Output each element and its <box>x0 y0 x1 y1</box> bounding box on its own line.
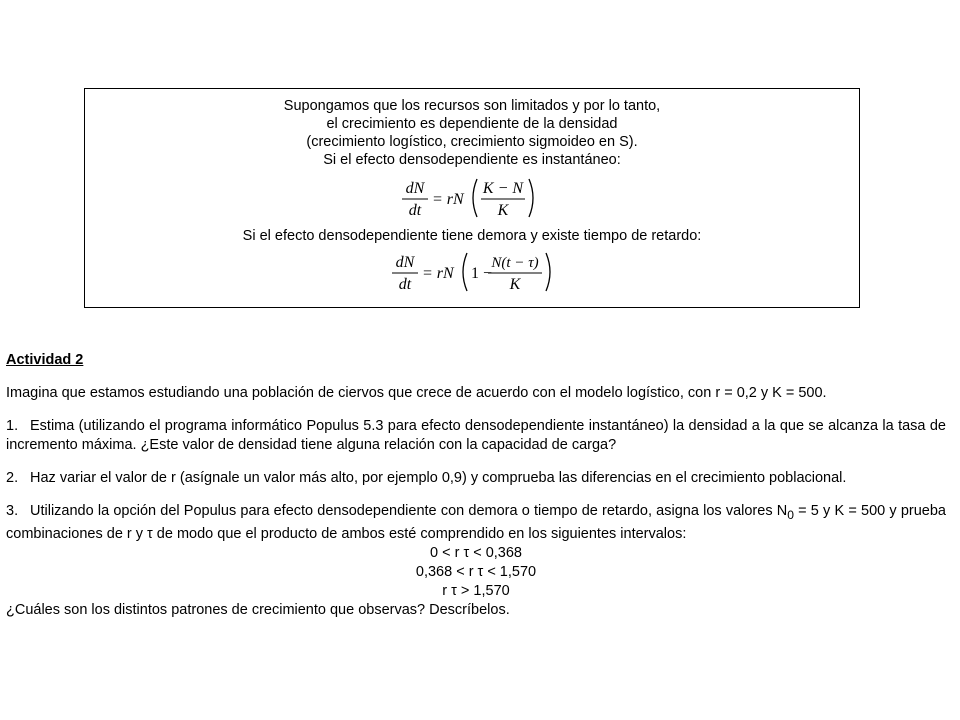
box-line-4: Si el efecto densodependiente es instantáneo: <box>323 152 621 168</box>
formula1-right-paren <box>529 179 533 217</box>
formula-delayed <box>387 249 557 295</box>
box-line-3: (crecimiento logístico, crecimiento sigmoideo en S). <box>306 134 638 150</box>
box-intro <box>85 97 859 169</box>
item-3-text-a: Utilizando la opción del Populus para efecto densodependiente con demora o tiempo de retardo, asigna los valores N <box>30 503 788 519</box>
item-1-number: 1. <box>6 418 19 434</box>
formula2-one-minus: 1 − <box>471 265 493 282</box>
activity-heading: Actividad 2 <box>6 352 84 368</box>
formula1-numerator: K − N <box>482 180 524 197</box>
formula-instantaneous <box>397 175 547 221</box>
item-3-number: 3. <box>6 503 19 519</box>
interval-3: r τ > 1,570 <box>442 582 510 599</box>
formula1-denominator: K <box>497 202 509 219</box>
formula2-left-paren <box>463 253 467 291</box>
formula1-dN: dN <box>405 180 425 197</box>
formula1-rN: = rN <box>432 191 464 208</box>
box-line-1: Supongamos que los recursos son limitados y por lo tanto, <box>283 98 661 114</box>
item-2-text: Haz variar el valor de r (asígnale un valor más alto, por ejemplo 0,9) y comprueba las diferencias en el crecimiento poblacional. <box>30 470 847 486</box>
activity-section <box>6 351 946 620</box>
formula2-dN: dN <box>395 254 415 271</box>
formula2-rN: = rN <box>422 265 454 282</box>
item-3-subscript: 0 <box>787 507 794 522</box>
formula2-denominator: K <box>509 276 521 293</box>
info-box <box>84 88 860 308</box>
activity-question: ¿Cuáles son los distintos patrones de crecimiento que observas? Descríbelos. <box>6 601 510 618</box>
activity-item-2 <box>6 469 946 488</box>
formula2-dt: dt <box>398 276 412 293</box>
activity-item-1 <box>6 417 946 455</box>
interval-1: 0 < r τ < 0,368 <box>430 544 522 561</box>
activity-intro: Imagina que estamos estudiando una población de ciervos que crece de acuerdo con el modelo logístico, con r = 0,2 y K = 500. <box>6 385 827 401</box>
box-delay-line: Si el efecto densodependiente tiene demora y existe tiempo de retardo: <box>242 228 702 244</box>
formula1-dt: dt <box>408 202 422 219</box>
formula1-left-paren <box>473 179 477 217</box>
item-1-text: Estima (utilizando el programa informático Populus 5.3 para efecto densodependiente instantáneo) la densidad a la que se alcanza la tasa de incremento máxima. ¿Este valor de densidad tiene alguna relación con la capacidad de carga? <box>6 418 946 453</box>
formula2-numerator: N(t − τ) <box>491 255 539 271</box>
box-line-2: el crecimiento es dependiente de la densidad <box>326 116 618 132</box>
formula2-right-paren <box>546 253 550 291</box>
activity-item-3 <box>6 502 946 544</box>
item-2-number: 2. <box>6 470 19 486</box>
interval-2: 0,368 < r τ < 1,570 <box>415 563 537 580</box>
item-3-text-b: = 5 y K = 500 y prueba combinaciones de r y τ de modo que el producto de ambos esté comprendido en los siguientes intervalos: <box>6 503 946 542</box>
